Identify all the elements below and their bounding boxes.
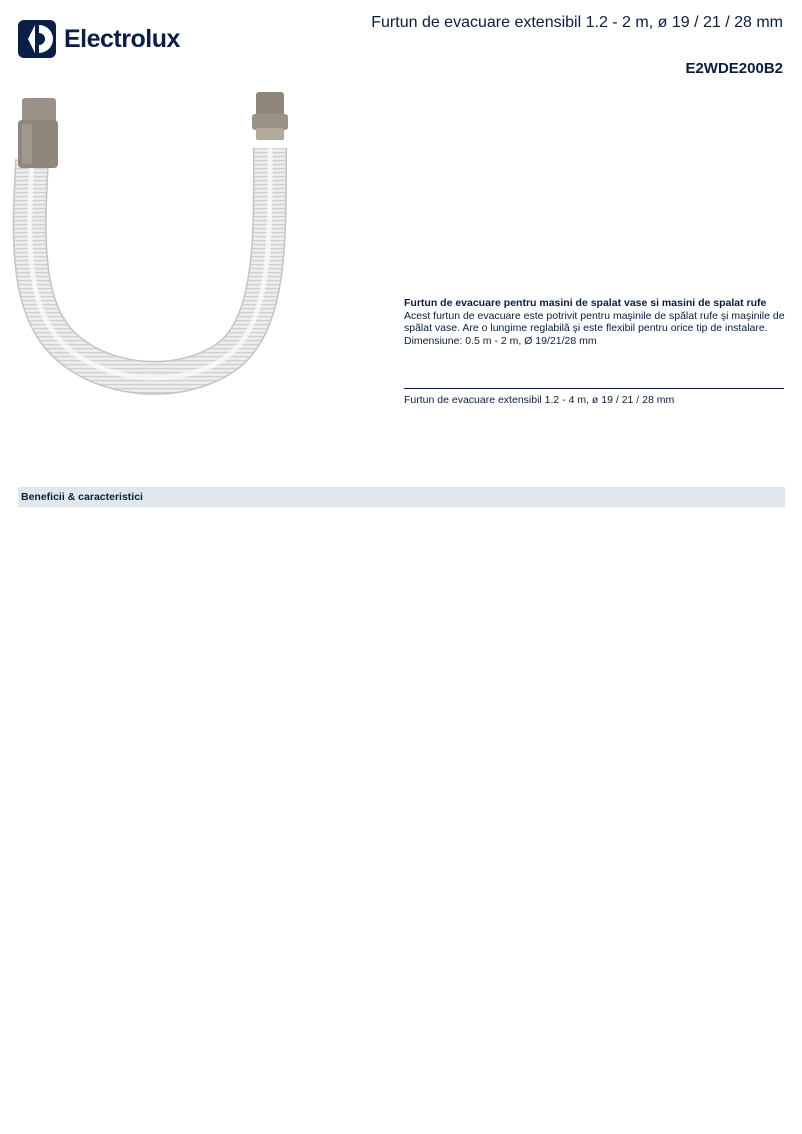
description-heading: Furtun de evacuare pentru masini de spalat vase si masini de spalat rufe <box>404 297 767 309</box>
product-description <box>404 297 786 347</box>
product-code: E2WDE200B2 <box>685 60 783 77</box>
divider <box>404 388 784 389</box>
drain-hose-image <box>10 88 310 404</box>
section-bar-benefits <box>18 487 785 507</box>
description-body: Acest furtun de evacuare este potrivit pentru maşinile de spălat rufe şi maşinile de spălat vase. Are o lungime reglabilă şi este flexibil pentru orice tip de instalare. Dimensiune: 0.5 m - 2 m, Ø 19/21/28 mm <box>404 309 785 347</box>
page-title: Furtun de evacuare extensibil 1.2 - 2 m, ø 19 / 21 / 28 mm <box>371 14 783 31</box>
electrolux-logo-icon <box>18 20 56 58</box>
related-product: Furtun de evacuare extensibil 1.2 - 4 m, ø 19 / 21 / 28 mm <box>404 394 675 406</box>
brand-name: Electrolux <box>64 24 180 53</box>
brand-logo <box>18 20 180 58</box>
section-label: Beneficii & caracteristici <box>21 491 143 503</box>
